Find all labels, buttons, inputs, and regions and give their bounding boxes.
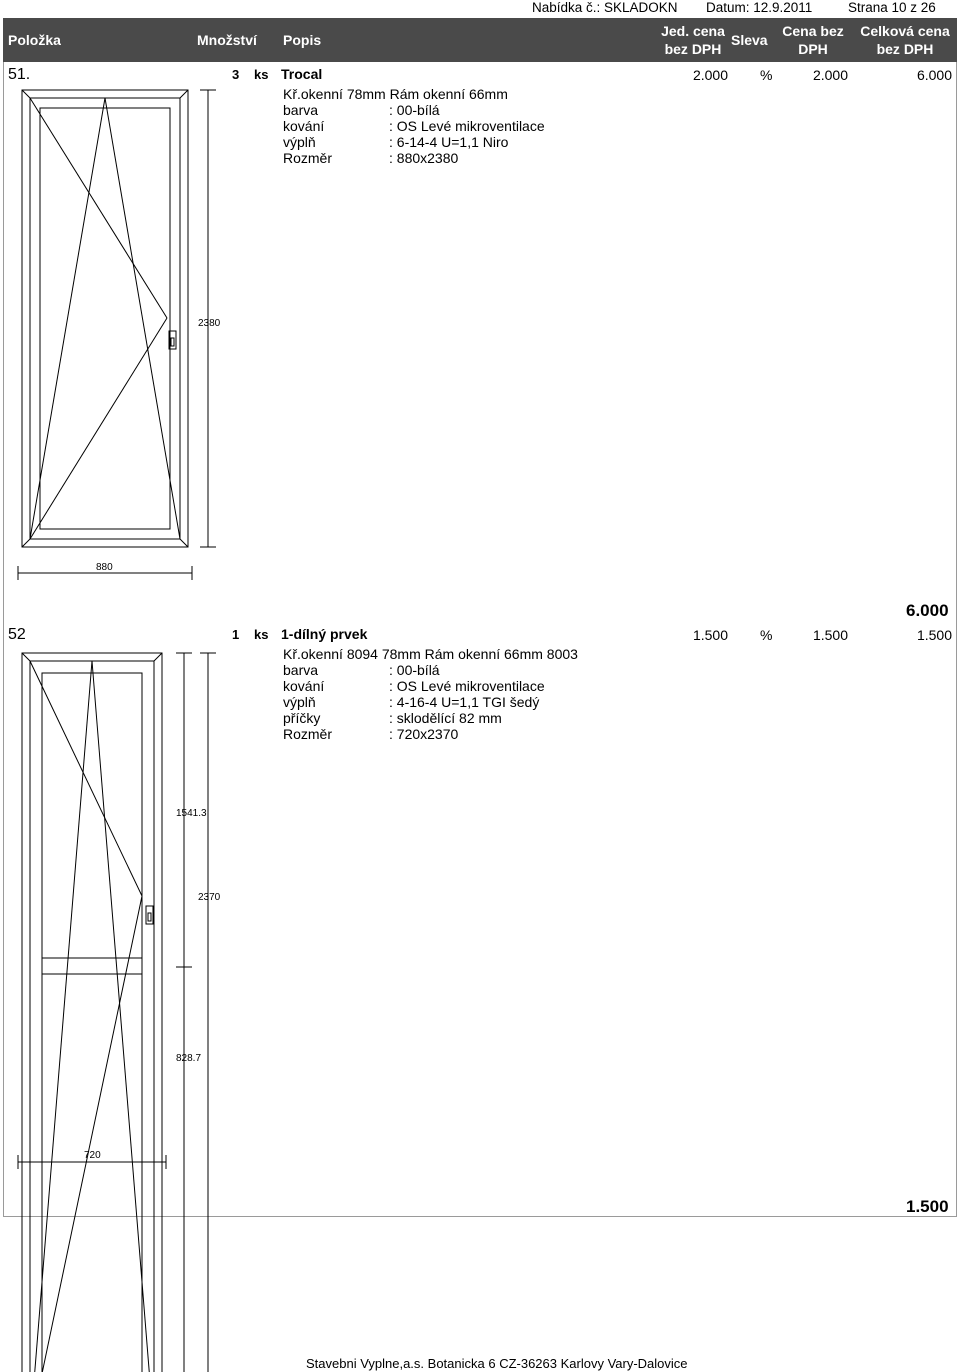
dim-height-label: 2370 [198,892,221,903]
opening-line [30,896,142,1372]
spec-key: Rozměr [283,150,333,166]
item-discount: % [760,67,773,83]
header-unit-price-2: bez DPH [664,41,722,57]
opening-line [30,661,142,896]
item-number: 52 [8,626,26,643]
item-name: 1-dílný prvek [281,626,368,642]
spec-key: výplň [283,694,316,710]
item-total: 1.500 [916,627,952,643]
spec-value: : OS Levé mikroventilace [389,118,545,134]
spec-value: : sklodělící 82 mm [389,710,502,726]
dim-height-label: 2380 [198,318,221,329]
document-footer: Stavebni Vyplne,a.s. Botanicka 6 CZ-36263 Karlovy Vary-Dalovice [306,1356,688,1371]
dim-upper-label: 1541.3 [176,808,207,819]
item-unit-price: 1.500 [692,627,728,643]
spec-value: : 00-bílá [389,662,440,678]
dim-width-label: 720 [84,1150,101,1161]
page-indicator: Strana 10 z 26 [848,0,936,15]
sash-frame [30,661,154,1372]
item-name: Trocal [281,66,323,82]
spec-value: : OS Levé mikroventilace [389,678,545,694]
spec-value: : 880x2380 [389,150,459,166]
item-description: Kř.okenní 8094 78mm Rám okenní 66mm 8003 [283,646,578,662]
spec-value: : 720x2370 [389,726,459,742]
tilt-line [92,661,154,1372]
offer-date: Datum: 12.9.2011 [706,0,813,15]
item-price: 2.000 [812,67,848,83]
header-item: Položka [8,32,61,48]
header-desc: Popis [283,32,322,48]
spec-key: kování [283,678,325,694]
tilt-line [30,661,92,1372]
spec-key: barva [283,102,319,118]
spec-key: kování [283,118,325,134]
item-qty: 3 [232,67,240,82]
glass-pane [42,673,142,1372]
item-discount: % [760,627,773,643]
item-total: 6.000 [916,67,952,83]
header-qty: Množství [197,32,257,48]
spec-value: : 4-16-4 U=1,1 TGI šedý [389,694,540,710]
item-price: 1.500 [812,627,848,643]
header-discount: Sleva [731,32,768,48]
header-price-1: Cena bez [782,23,844,39]
header-unit-price-1: Jed. cena [661,23,725,39]
spec-key: Rozměr [283,726,333,742]
item-number: 51. [8,66,31,83]
dim-lower-label: 828.7 [176,1053,202,1064]
item-description: Kř.okenní 78mm Rám okenní 66mm [283,86,508,102]
offer-number: Nabídka č.: SKLADOKN [532,0,678,15]
spec-key: výplň [283,134,316,150]
header-price-2: DPH [798,41,828,57]
spec-key: barva [283,662,319,678]
item-qty: 1 [232,627,240,642]
spec-value: : 00-bílá [389,102,440,118]
item-unit-price: 2.000 [692,67,728,83]
header-total-1: Celková cena [860,23,950,39]
item-unit: ks [254,627,269,642]
dim-width-label: 880 [96,562,113,573]
spec-value: : 6-14-4 U=1,1 Niro [389,134,509,150]
spec-key: příčky [283,710,321,726]
item-unit: ks [254,67,269,82]
header-total-2: bez DPH [876,41,934,57]
item-subtotal: 6.000 [906,601,949,620]
item-subtotal: 1.500 [906,1197,949,1216]
